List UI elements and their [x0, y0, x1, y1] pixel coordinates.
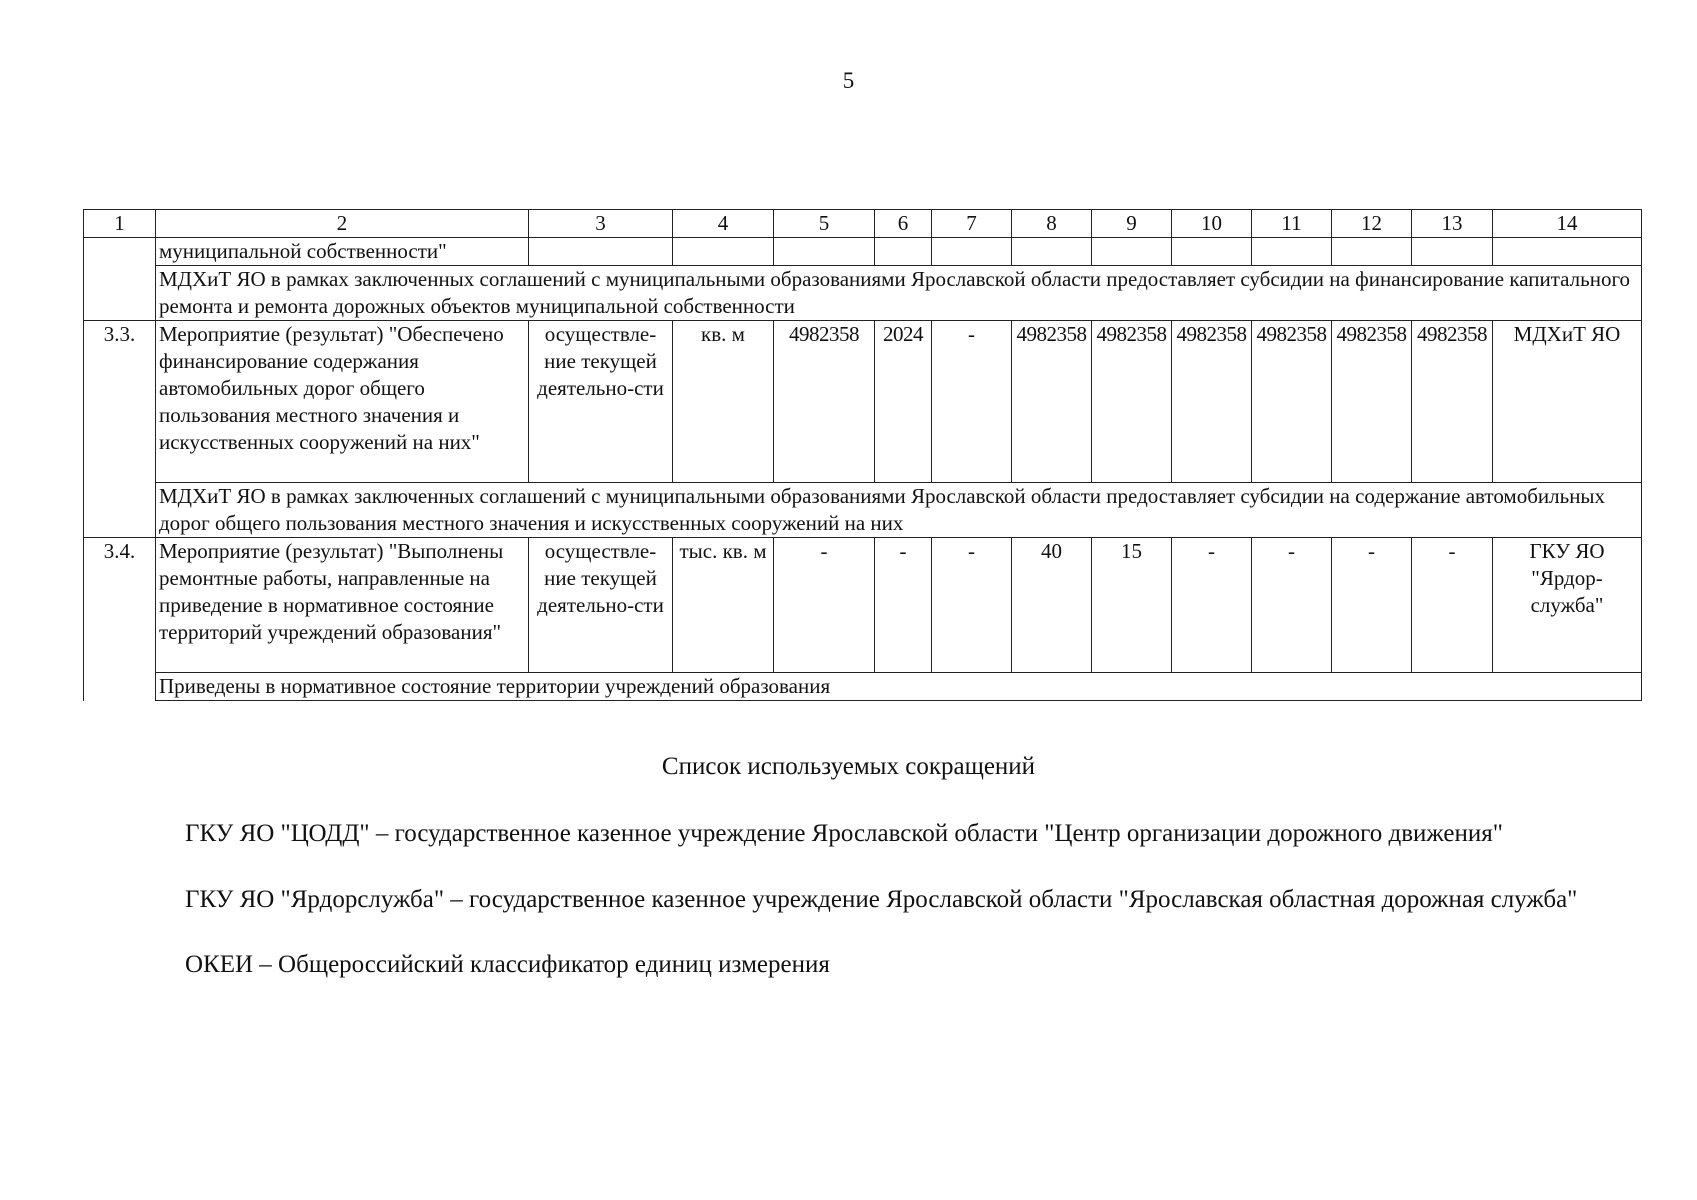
- table-row: [84, 538, 1642, 673]
- value-col-8: 40: [1012, 538, 1092, 673]
- row-number: 3.4.: [84, 538, 156, 701]
- table-header-row: [84, 210, 1642, 238]
- base-year: -: [875, 538, 932, 673]
- table-row: [84, 238, 1642, 266]
- column-header: 2: [156, 210, 529, 238]
- value-col-12: -: [1332, 538, 1412, 673]
- activity-name: Мероприятие (результат) "Обеспечено финансирование содержания автомобильных дорог общего пользования местного значения и искусственных сооружений на них": [156, 321, 529, 483]
- abbreviation-text: ОКЕИ – Общероссийский классификатор единиц измерения: [185, 951, 830, 978]
- column-header: 9: [1092, 210, 1172, 238]
- value-col-7: -: [932, 321, 1012, 483]
- column-header: 12: [1332, 210, 1412, 238]
- base-value: -: [774, 538, 875, 673]
- abbreviation-item: [112, 949, 1594, 981]
- activity-name: Мероприятие (результат) "Выполнены ремонтные работы, направленные на приведение в нормативное состояние территорий учреждений образования": [156, 538, 529, 673]
- row-number-cell: [84, 238, 156, 321]
- note-text: МДХиТ ЯО в рамках заключенных соглашений с муниципальными образованиями Ярославской области предоставляет субсидии на содержание автомобильных дорог общего пользования местного значения и искусственных сооружений на них: [156, 483, 1642, 538]
- responsible: ГКУ ЯО "Ярдор-служба": [1493, 538, 1642, 673]
- row-number: 3.3.: [84, 321, 156, 538]
- column-header: 8: [1012, 210, 1092, 238]
- activity-type: осуществле-ние текущей деятельно-сти: [529, 321, 673, 483]
- column-header: 10: [1172, 210, 1252, 238]
- unit: тыс. кв. м: [673, 538, 774, 673]
- table-row: [84, 321, 1642, 483]
- column-header: 3: [529, 210, 673, 238]
- column-header: 4: [673, 210, 774, 238]
- page-number: 5: [842, 68, 855, 93]
- abbreviation-text: ГКУ ЯО "Ярдорслужба" – государственное казенное учреждение Ярославской области "Ярославская областная дорожная служба": [185, 886, 1578, 913]
- abbreviation-item: [112, 884, 1594, 916]
- column-header: 6: [875, 210, 932, 238]
- value-col-9: 4982358: [1092, 321, 1172, 483]
- unit: кв. м: [673, 321, 774, 483]
- value-col-11: 4982358: [1252, 321, 1332, 483]
- value-col-12: 4982358: [1332, 321, 1412, 483]
- table-note-row: [84, 673, 1642, 701]
- value-col-13: 4982358: [1412, 321, 1493, 483]
- base-year: 2024: [875, 321, 932, 483]
- abbreviation-item: [112, 818, 1594, 850]
- column-header: 5: [774, 210, 875, 238]
- table-note-row: [84, 266, 1642, 321]
- value-col-11: -: [1252, 538, 1332, 673]
- responsible: МДХиТ ЯО: [1493, 321, 1642, 483]
- value-col-8: 4982358: [1012, 321, 1092, 483]
- value-col-9: 15: [1092, 538, 1172, 673]
- note-text: Приведены в нормативное состояние территории учреждений образования: [156, 673, 1642, 701]
- value-col-10: -: [1172, 538, 1252, 673]
- activities-table: [83, 209, 1642, 701]
- column-header: 7: [932, 210, 1012, 238]
- column-header: 1: [84, 210, 156, 238]
- abbreviation-text: ГКУ ЯО "ЦОДД" – государственное казенное учреждение Ярославской области "Центр организации дорожного движения": [185, 820, 1503, 847]
- value-col-13: -: [1412, 538, 1493, 673]
- activity-type: осуществле-ние текущей деятельно-сти: [529, 538, 673, 673]
- abbreviations-title: Список используемых сокращений: [661, 753, 1036, 780]
- column-header: 14: [1493, 210, 1642, 238]
- value-col-10: 4982358: [1172, 321, 1252, 483]
- column-header: 11: [1252, 210, 1332, 238]
- base-value: 4982358: [774, 321, 875, 483]
- column-header: 13: [1412, 210, 1493, 238]
- table-note-row: [84, 483, 1642, 538]
- value-col-7: -: [932, 538, 1012, 673]
- activity-name-cont: муниципальной собственности": [156, 238, 529, 266]
- note-text: МДХиТ ЯО в рамках заключенных соглашений с муниципальными образованиями Ярославской области предоставляет субсидии на финансирование капитального ремонта и ремонта дорожных объектов муниципальной собственности: [156, 266, 1642, 321]
